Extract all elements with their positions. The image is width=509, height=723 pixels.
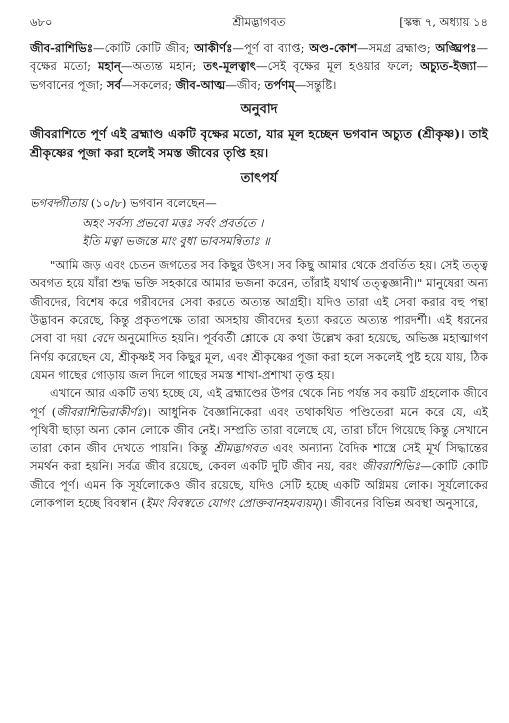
book-title: শ্রীমদ্ভাগবত (232, 15, 286, 29)
verse-line: অহং সর্বস্য প্রভবো মত্তঃ সর্বং প্রবর্ততে । (82, 216, 264, 231)
purport-ref: (১০/৮) ভগবান বলেছেন— (90, 195, 217, 210)
synonym-meaning: ভগবানের পূজা; (30, 77, 104, 92)
synonym-meaning: বৃক্ষের মতো; (30, 59, 91, 74)
translation-heading: অনুবাদ (240, 101, 278, 117)
purport-heading: তাৎপর্য (240, 170, 278, 186)
synonym-term: তৎ-মূলত্বাৎ (203, 59, 256, 74)
synonym-term: তর্পণম্ (264, 77, 295, 92)
synonym-term: সর্ব (106, 77, 122, 92)
synonym-meaning: সমগ্র ব্রহ্মাণ্ড; (368, 41, 431, 55)
synonym-meaning: পূর্ণ বা ব্যাপ্ত; (243, 41, 305, 55)
purport-intro (30, 194, 488, 212)
synonym-term: আকীর্ণঃ (194, 41, 233, 55)
synonyms: জীব-রাশিভিঃ—কোটি কোটি জীব; আকীর্ণঃ—পূর্ণ বা ব্যাপ্ত; অণ্ড-কোশ—সমগ্র ব্রহ্মাণ্ড; অঙ্ঘ্রিপঃ—বৃক্ষের মতো; মহান্—অত্যন্ত মহান; তৎ-মূলত্বাৎ—সেই বৃক্ষের মূল হওয়ার ফলে; অচ্যুত-ইজ্যা—ভগবানের পূজা; সর্ব—সকলের; জীব-আত্ম—জীব; তর্পণম্—সন্তুষ্টি। (30, 41, 489, 92)
page-number: ৬৮০ (30, 15, 53, 29)
synonym-term: জীব-রাশিভিঃ (30, 41, 94, 55)
chapter-location: [স্কন্ধ ৭, অধ্যায় ১৪ (399, 15, 488, 29)
synonym-term: মহান্ (98, 59, 121, 74)
synonym-meaning: জীব; (236, 77, 261, 92)
synonym-term: অচ্যুত-ইজ্যা (420, 59, 477, 74)
purport-paragraph-2: এখানে আর একটি তথ্য হচ্ছে যে, এই ব্রহ্মাণ্ডের উপর থেকে নিচ পর্যন্ত সব কয়টি গ্রহলোক জীবে পূর্ণ (জীবরাশিভিরাকীর্ণঃ)। আধুনিক বৈজ্ঞানিকেরা এবং তথাকথিত পণ্ডিতেরা মনে করে যে, এই পৃথিবী ছাড়া অন্য কোন লোকে জীব নেই। সম্প্রতি তারা বলেছে যে, তারা চাঁদে গিয়েছে কিন্তু সেখানে তারা কোন জীব দেখতে পায়নি। কিন্তু শ্রীমদ্ভাগবত এবং অন্যান্য বৈদিক শাস্ত্রে সেই মূর্খ সিদ্ধান্তের সমর্থন করা হয়নি। সর্বত্র জীব রয়েছে, কেবল একটি দুটি জীব নয়, বরং জীবরাশিভিঃ—কোটি কোটি জীবে পূর্ণ। এমন কি সূর্যলোকেও জীব রয়েছে, যদিও সেটি হচ্ছে একটি অগ্নিময় লোক। সূর্যলোকের লোকপাল হচ্ছে বিবস্বান (ইমং বিবস্বতে যোগং প্রোক্তবানহমব্যয়ম্)। জীবনের বিভিন্ন অবস্থা অনুসারে, (30, 386, 489, 511)
synonym-term: জীব-আত্ম (175, 77, 226, 92)
synonym-meaning: সন্তুষ্টি। (306, 77, 337, 92)
page (30, 14, 488, 512)
translation-text: জীবরাশিতে পূর্ণ এই ব্রহ্মাণ্ড একটি বৃক্ষের মতো, যার মূল হচ্ছেন ভগবান অচ্যুত (শ্রীকৃষ্ণ)। তাই শ্রীকৃষ্ণের পূজা করা হলেই সমস্ত জীবের তৃপ্তি হয়। (30, 126, 488, 160)
verse-line: ইতি মত্বা ভজন্তে মাং বুধা ভাবসমন্বিতাঃ ॥ (82, 234, 270, 249)
running-header (30, 14, 488, 36)
purport-source: ভগবদ্গীতায় (30, 195, 88, 210)
synonym-meaning: সকলের; (132, 77, 172, 92)
verse (30, 214, 488, 250)
synonym-meaning: অত্যন্ত মহান; (132, 59, 197, 74)
synonym-term: অঙ্ঘ্রিপঃ (435, 41, 477, 55)
synonym-meaning: কোটি কোটি জীব; (104, 41, 190, 55)
synonym-term: অণ্ড-কোশ (309, 41, 357, 55)
purport-paragraph-1: "আমি জড় এবং চেতন জগতের সব কিছুর উৎস। সব কিছু আমার থেকে প্রবর্তিত হয়। সেই তত্ত্ব অবগত হয়ে যাঁরা শুদ্ধ ভক্তি সহকারে আমার ভজনা করেন, তাঁরাই যথার্থ তত্ত্বজ্ঞানী।" মানুষেরা অন্য জীবদের, বিশেষ করে গরীবদের সেবা করতে অত্যন্ত আগ্রহী। যদিও তারা এই সেবা করার বহু পন্থা উদ্ভাবন করেছে, কিন্তু প্রকৃতপক্ষে তারা অসহায় জীবদের হত্যা করতে অত্যন্ত পারদর্শী। এই ধরনের সেবা বা দয়া বেদে অনুমোদিত হয়নি। পূর্ববর্তী শ্লোকে যে কথা উল্লেখ করা হয়েছে, অভিজ্ঞ মহাত্মাগণ নির্ণয় করেছেন যে, শ্রীকৃষ্ণই সব কিছুর মূল, এবং শ্রীকৃষ্ণের পূজা করা হলে সকলেই পুষ্ট হয়ে যায়, ঠিক যেমন গাছের গোড়ায় জল দিলে গাছের সমস্ত শাখা-প্রশাখা তৃপ্ত হয়। (30, 258, 488, 382)
synonym-meaning: সেই বৃক্ষের মূল হওয়ার ফলে; (267, 59, 414, 74)
